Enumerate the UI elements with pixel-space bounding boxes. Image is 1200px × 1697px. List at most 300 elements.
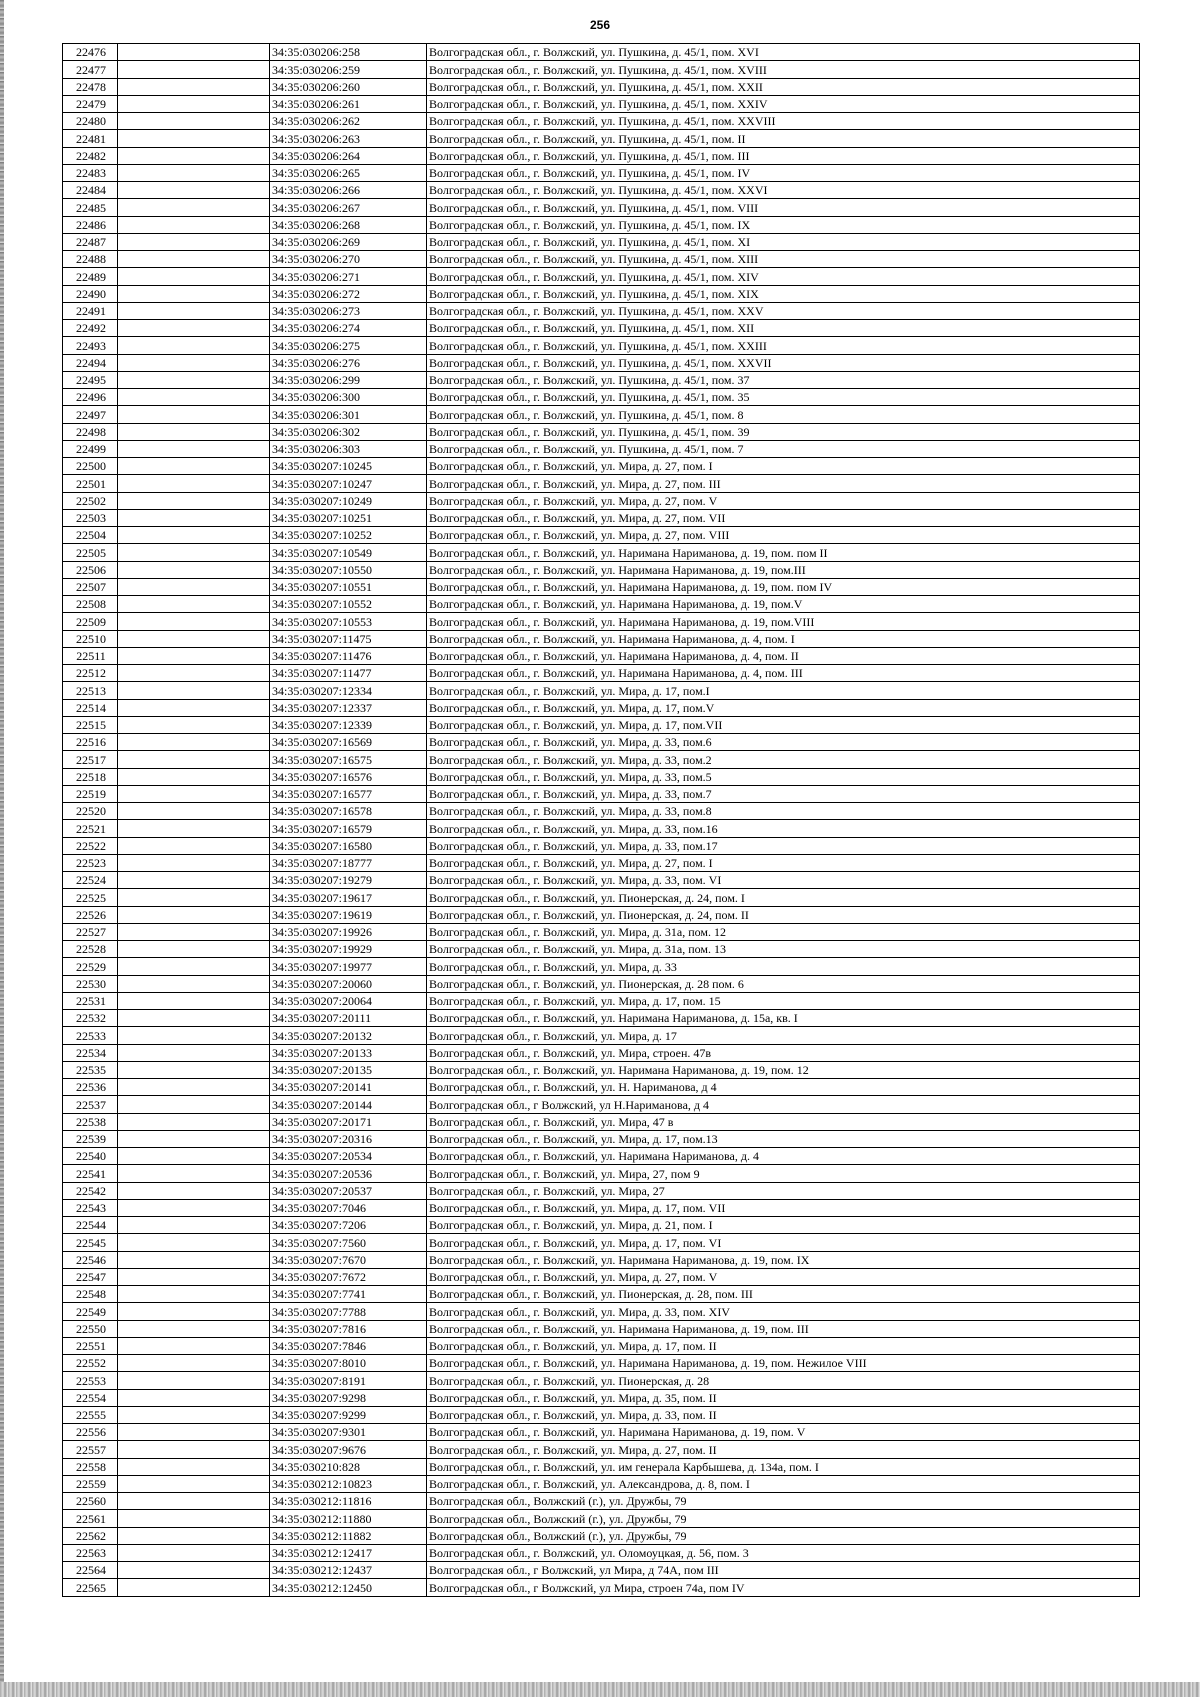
empty-cell bbox=[118, 734, 270, 751]
table-row bbox=[63, 630, 1140, 647]
address-cell: Волгоградская обл., г. Волжский, ул. Мира, д. 27, пом. I bbox=[427, 854, 1140, 871]
address-cell: Волгоградская обл., г. Волжский, ул. Мира, д. 27, пом. VIII bbox=[427, 527, 1140, 544]
table-row bbox=[63, 1493, 1140, 1510]
row-number-cell: 22544 bbox=[63, 1217, 118, 1234]
address-cell: Волгоградская обл., г. Волжский, ул. Наримана Нариманова, д. 19, пом.III bbox=[427, 561, 1140, 578]
empty-cell bbox=[118, 147, 270, 164]
cadastral-number-cell: 34:35:030207:20135 bbox=[270, 1061, 427, 1078]
cadastral-number-cell: 34:35:030212:11880 bbox=[270, 1510, 427, 1527]
row-number-cell: 22522 bbox=[63, 837, 118, 854]
register-table bbox=[62, 43, 1140, 1597]
empty-cell bbox=[118, 113, 270, 130]
address-cell: Волгоградская обл., г. Волжский, ул. Пушкина, д. 45/1, пом. XVI bbox=[427, 44, 1140, 61]
cadastral-number-cell: 34:35:030207:10247 bbox=[270, 475, 427, 492]
row-number-cell: 22558 bbox=[63, 1458, 118, 1475]
row-number-cell: 22477 bbox=[63, 61, 118, 78]
row-number-cell: 22542 bbox=[63, 1182, 118, 1199]
empty-cell bbox=[118, 596, 270, 613]
empty-cell bbox=[118, 803, 270, 820]
address-cell: Волгоградская обл., Волжский (г.), ул. Дружбы, 79 bbox=[427, 1527, 1140, 1544]
table-row bbox=[63, 389, 1140, 406]
row-number-cell: 22503 bbox=[63, 509, 118, 526]
cadastral-number-cell: 34:35:030207:7788 bbox=[270, 1303, 427, 1320]
cadastral-number-cell: 34:35:030207:12334 bbox=[270, 682, 427, 699]
cadastral-number-cell: 34:35:030207:10252 bbox=[270, 527, 427, 544]
page-number: 256 bbox=[589, 18, 611, 32]
row-number-cell: 22551 bbox=[63, 1337, 118, 1354]
table-row bbox=[63, 578, 1140, 595]
cadastral-number-cell: 34:35:030207:9299 bbox=[270, 1406, 427, 1423]
scan-edge-bottom bbox=[0, 1682, 1200, 1697]
cadastral-number-cell: 34:35:030207:8191 bbox=[270, 1372, 427, 1389]
row-number-cell: 22545 bbox=[63, 1234, 118, 1251]
cadastral-number-cell: 34:35:030212:12417 bbox=[270, 1544, 427, 1561]
row-number-cell: 22514 bbox=[63, 699, 118, 716]
empty-cell bbox=[118, 1027, 270, 1044]
row-number-cell: 22517 bbox=[63, 751, 118, 768]
address-cell: Волгоградская обл., г. Волжский, ул. Наримана Нариманова, д. 19, пом. пом II bbox=[427, 544, 1140, 561]
empty-cell bbox=[118, 1113, 270, 1130]
table-row bbox=[63, 1406, 1140, 1423]
cadastral-number-cell: 34:35:030206:301 bbox=[270, 406, 427, 423]
empty-cell bbox=[118, 492, 270, 509]
row-number-cell: 22532 bbox=[63, 1010, 118, 1027]
empty-cell bbox=[118, 406, 270, 423]
address-cell: Волгоградская обл., г. Волжский, ул. Пушкина, д. 45/1, пом. IX bbox=[427, 216, 1140, 233]
cadastral-number-cell: 34:35:030207:7816 bbox=[270, 1320, 427, 1337]
empty-cell bbox=[118, 1441, 270, 1458]
empty-cell bbox=[118, 1061, 270, 1078]
cadastral-number-cell: 34:35:030206:264 bbox=[270, 147, 427, 164]
row-number-cell: 22498 bbox=[63, 423, 118, 440]
row-number-cell: 22499 bbox=[63, 440, 118, 457]
table-row bbox=[63, 440, 1140, 457]
address-cell: Волгоградская обл., г. Волжский, ул. Пушкина, д. 45/1, пом. XIX bbox=[427, 285, 1140, 302]
cadastral-number-cell: 34:35:030207:20144 bbox=[270, 1096, 427, 1113]
table-row bbox=[63, 406, 1140, 423]
row-number-cell: 22518 bbox=[63, 768, 118, 785]
address-cell: Волгоградская обл., г. Волжский, ул. Мира, д. 27, пом. II bbox=[427, 1441, 1140, 1458]
cadastral-number-cell: 34:35:030207:16575 bbox=[270, 751, 427, 768]
row-number-cell: 22525 bbox=[63, 889, 118, 906]
table-row bbox=[63, 233, 1140, 250]
row-number-cell: 22486 bbox=[63, 216, 118, 233]
empty-cell bbox=[118, 889, 270, 906]
scan-edge-left bbox=[0, 0, 4, 1697]
empty-cell bbox=[118, 958, 270, 975]
table-row bbox=[63, 854, 1140, 871]
address-cell: Волгоградская обл., г. Волжский, ул. Мира, д. 21, пом. I bbox=[427, 1217, 1140, 1234]
empty-cell bbox=[118, 458, 270, 475]
table-row bbox=[63, 423, 1140, 440]
address-cell: Волгоградская обл., г. Волжский, ул. Пушкина, д. 45/1, пом. XXII bbox=[427, 78, 1140, 95]
row-number-cell: 22536 bbox=[63, 1079, 118, 1096]
table-row bbox=[63, 216, 1140, 233]
address-cell: Волгоградская обл., г. Волжский, ул. Мира, 47 в bbox=[427, 1113, 1140, 1130]
table-row bbox=[63, 923, 1140, 940]
cadastral-number-cell: 34:35:030206:299 bbox=[270, 371, 427, 388]
cadastral-number-cell: 34:35:030206:268 bbox=[270, 216, 427, 233]
address-cell: Волгоградская обл., Волжский (г.), ул. Дружбы, 79 bbox=[427, 1510, 1140, 1527]
table-row bbox=[63, 975, 1140, 992]
row-number-cell: 22527 bbox=[63, 923, 118, 940]
cadastral-number-cell: 34:35:030207:7672 bbox=[270, 1268, 427, 1285]
empty-cell bbox=[118, 544, 270, 561]
row-number-cell: 22516 bbox=[63, 734, 118, 751]
row-number-cell: 22512 bbox=[63, 665, 118, 682]
row-number-cell: 22564 bbox=[63, 1562, 118, 1579]
cadastral-number-cell: 34:35:030207:10550 bbox=[270, 561, 427, 578]
table-row bbox=[63, 1544, 1140, 1561]
table-row bbox=[63, 1061, 1140, 1078]
empty-cell bbox=[118, 1234, 270, 1251]
table-row bbox=[63, 1475, 1140, 1492]
table-row bbox=[63, 199, 1140, 216]
address-cell: Волгоградская обл., г. Волжский, ул. Пионерская, д. 28, пом. III bbox=[427, 1286, 1140, 1303]
cadastral-number-cell: 34:35:030207:7560 bbox=[270, 1234, 427, 1251]
row-number-cell: 22553 bbox=[63, 1372, 118, 1389]
table-row bbox=[63, 561, 1140, 578]
cadastral-number-cell: 34:35:030207:16569 bbox=[270, 734, 427, 751]
table-row bbox=[63, 992, 1140, 1009]
table-row bbox=[63, 1562, 1140, 1579]
row-number-cell: 22565 bbox=[63, 1579, 118, 1596]
table-row bbox=[63, 527, 1140, 544]
row-number-cell: 22533 bbox=[63, 1027, 118, 1044]
address-cell: Волгоградская обл., г. Волжский, ул. Мира, д. 27, пом. V bbox=[427, 492, 1140, 509]
row-number-cell: 22476 bbox=[63, 44, 118, 61]
table-row bbox=[63, 113, 1140, 130]
row-number-cell: 22563 bbox=[63, 1544, 118, 1561]
table-row bbox=[63, 1044, 1140, 1061]
empty-cell bbox=[118, 1303, 270, 1320]
address-cell: Волгоградская обл., г. Волжский, ул. Мира, д. 17, пом.I bbox=[427, 682, 1140, 699]
row-number-cell: 22489 bbox=[63, 268, 118, 285]
cadastral-number-cell: 34:35:030206:270 bbox=[270, 251, 427, 268]
row-number-cell: 22484 bbox=[63, 182, 118, 199]
table-row bbox=[63, 647, 1140, 664]
table-row bbox=[63, 1337, 1140, 1354]
address-cell: Волгоградская обл., г. Волжский, ул. Пушкина, д. 45/1, пом. VIII bbox=[427, 199, 1140, 216]
table-row bbox=[63, 509, 1140, 526]
empty-cell bbox=[118, 130, 270, 147]
row-number-cell: 22493 bbox=[63, 337, 118, 354]
table-row bbox=[63, 734, 1140, 751]
empty-cell bbox=[118, 1389, 270, 1406]
address-cell: Волгоградская обл., г. Волжский, ул. Пушкина, д. 45/1, пом. XXVI bbox=[427, 182, 1140, 199]
row-number-cell: 22557 bbox=[63, 1441, 118, 1458]
cadastral-number-cell: 34:35:030207:16580 bbox=[270, 837, 427, 854]
table-row bbox=[63, 958, 1140, 975]
table-row bbox=[63, 716, 1140, 733]
table-row bbox=[63, 268, 1140, 285]
row-number-cell: 22528 bbox=[63, 941, 118, 958]
address-cell: Волгоградская обл., г. Волжский, ул. Наримана Нариманова, д. 4, пом. II bbox=[427, 647, 1140, 664]
address-cell: Волгоградская обл., г. Волжский, ул. Пушкина, д. 45/1, пом. XXIV bbox=[427, 95, 1140, 112]
empty-cell bbox=[118, 182, 270, 199]
cadastral-number-cell: 34:35:030207:7846 bbox=[270, 1337, 427, 1354]
empty-cell bbox=[118, 682, 270, 699]
empty-cell bbox=[118, 647, 270, 664]
empty-cell bbox=[118, 1320, 270, 1337]
address-cell: Волгоградская обл., г. Волжский, ул. Оломоуцкая, д. 56, пом. 3 bbox=[427, 1544, 1140, 1561]
table-row bbox=[63, 889, 1140, 906]
empty-cell bbox=[118, 285, 270, 302]
row-number-cell: 22547 bbox=[63, 1268, 118, 1285]
table-row bbox=[63, 1320, 1140, 1337]
table-row bbox=[63, 1268, 1140, 1285]
empty-cell bbox=[118, 1268, 270, 1285]
empty-cell bbox=[118, 1510, 270, 1527]
row-number-cell: 22500 bbox=[63, 458, 118, 475]
row-number-cell: 22481 bbox=[63, 130, 118, 147]
row-number-cell: 22529 bbox=[63, 958, 118, 975]
cadastral-number-cell: 34:35:030207:10552 bbox=[270, 596, 427, 613]
empty-cell bbox=[118, 423, 270, 440]
empty-cell bbox=[118, 233, 270, 250]
address-cell: Волгоградская обл., г. Волжский, ул. Пушкина, д. 45/1, пом. XXIII bbox=[427, 337, 1140, 354]
empty-cell bbox=[118, 44, 270, 61]
row-number-cell: 22546 bbox=[63, 1251, 118, 1268]
cadastral-number-cell: 34:35:030207:20537 bbox=[270, 1182, 427, 1199]
cadastral-number-cell: 34:35:030207:10549 bbox=[270, 544, 427, 561]
row-number-cell: 22488 bbox=[63, 251, 118, 268]
row-number-cell: 22556 bbox=[63, 1424, 118, 1441]
address-cell: Волгоградская обл., г. Волжский, ул. Наримана Нариманова, д. 19, пом. 12 bbox=[427, 1061, 1140, 1078]
cadastral-number-cell: 34:35:030212:12437 bbox=[270, 1562, 427, 1579]
row-number-cell: 22524 bbox=[63, 872, 118, 889]
empty-cell bbox=[118, 78, 270, 95]
table-row bbox=[63, 1010, 1140, 1027]
empty-cell bbox=[118, 199, 270, 216]
cadastral-number-cell: 34:35:030206:267 bbox=[270, 199, 427, 216]
empty-cell bbox=[118, 371, 270, 388]
empty-cell bbox=[118, 699, 270, 716]
address-cell: Волгоградская обл., г. Волжский, ул. Наримана Нариманова, д. 15а, кв. I bbox=[427, 1010, 1140, 1027]
address-cell: Волгоградская обл., г. Волжский, ул. Наримана Нариманова, д. 4, пом. III bbox=[427, 665, 1140, 682]
empty-cell bbox=[118, 1458, 270, 1475]
table-row bbox=[63, 941, 1140, 958]
table-row bbox=[63, 371, 1140, 388]
cadastral-number-cell: 34:35:030206:260 bbox=[270, 78, 427, 95]
empty-cell bbox=[118, 216, 270, 233]
cadastral-number-cell: 34:35:030212:12450 bbox=[270, 1579, 427, 1596]
address-cell: Волгоградская обл., г. Волжский, ул. Пушкина, д. 45/1, пом. III bbox=[427, 147, 1140, 164]
cadastral-number-cell: 34:35:030206:302 bbox=[270, 423, 427, 440]
address-cell: Волгоградская обл., г Волжский, ул Н.Нариманова, д 4 bbox=[427, 1096, 1140, 1113]
empty-cell bbox=[118, 1010, 270, 1027]
row-number-cell: 22515 bbox=[63, 716, 118, 733]
address-cell: Волгоградская обл., г. Волжский, ул. Пионерская, д. 28 пом. 6 bbox=[427, 975, 1140, 992]
address-cell: Волгоградская обл., г. Волжский, ул. Мира, д. 17, пом. 15 bbox=[427, 992, 1140, 1009]
empty-cell bbox=[118, 475, 270, 492]
table-row bbox=[63, 1441, 1140, 1458]
table-row bbox=[63, 544, 1140, 561]
empty-cell bbox=[118, 1493, 270, 1510]
row-number-cell: 22552 bbox=[63, 1355, 118, 1372]
row-number-cell: 22506 bbox=[63, 561, 118, 578]
row-number-cell: 22520 bbox=[63, 803, 118, 820]
row-number-cell: 22555 bbox=[63, 1406, 118, 1423]
table-row bbox=[63, 475, 1140, 492]
empty-cell bbox=[118, 630, 270, 647]
address-cell: Волгоградская обл., г. Волжский, ул. Мира, д. 33, пом.7 bbox=[427, 785, 1140, 802]
row-number-cell: 22505 bbox=[63, 544, 118, 561]
table-row bbox=[63, 1458, 1140, 1475]
address-cell: Волгоградская обл., г. Волжский, ул. Пушкина, д. 45/1, пом. XVIII bbox=[427, 61, 1140, 78]
table-row bbox=[63, 147, 1140, 164]
table-row bbox=[63, 596, 1140, 613]
cadastral-number-cell: 34:35:030207:7046 bbox=[270, 1199, 427, 1216]
address-cell: Волгоградская обл., г. Волжский, ул. Мира, д. 17, пом. II bbox=[427, 1337, 1140, 1354]
empty-cell bbox=[118, 1475, 270, 1492]
empty-cell bbox=[118, 1562, 270, 1579]
cadastral-number-cell: 34:35:030207:10553 bbox=[270, 613, 427, 630]
table-row bbox=[63, 1389, 1140, 1406]
address-cell: Волгоградская обл., г. Волжский, ул. Пушкина, д. 45/1, пом. XIV bbox=[427, 268, 1140, 285]
address-cell: Волгоградская обл., г. Волжский, ул. Пушкина, д. 45/1, пом. XIII bbox=[427, 251, 1140, 268]
cadastral-number-cell: 34:35:030207:11477 bbox=[270, 665, 427, 682]
cadastral-number-cell: 34:35:030207:16576 bbox=[270, 768, 427, 785]
table-row bbox=[63, 803, 1140, 820]
row-number-cell: 22513 bbox=[63, 682, 118, 699]
row-number-cell: 22559 bbox=[63, 1475, 118, 1492]
empty-cell bbox=[118, 941, 270, 958]
row-number-cell: 22530 bbox=[63, 975, 118, 992]
row-number-cell: 22491 bbox=[63, 302, 118, 319]
table-row bbox=[63, 699, 1140, 716]
address-cell: Волгоградская обл., г. Волжский, ул. Мира, 27 bbox=[427, 1182, 1140, 1199]
row-number-cell: 22485 bbox=[63, 199, 118, 216]
address-cell: Волгоградская обл., г Волжский, ул Мира, строен 74а, пом IV bbox=[427, 1579, 1140, 1596]
row-number-cell: 22479 bbox=[63, 95, 118, 112]
row-number-cell: 22554 bbox=[63, 1389, 118, 1406]
empty-cell bbox=[118, 1217, 270, 1234]
address-cell: Волгоградская обл., г. Волжский, ул. Мира, 27, пом 9 bbox=[427, 1165, 1140, 1182]
cadastral-number-cell: 34:35:030207:19617 bbox=[270, 889, 427, 906]
table-row bbox=[63, 1096, 1140, 1113]
row-number-cell: 22537 bbox=[63, 1096, 118, 1113]
cadastral-number-cell: 34:35:030206:265 bbox=[270, 164, 427, 181]
table-row bbox=[63, 682, 1140, 699]
empty-cell bbox=[118, 1527, 270, 1544]
table-row bbox=[63, 1303, 1140, 1320]
cadastral-number-cell: 34:35:030207:9301 bbox=[270, 1424, 427, 1441]
address-cell: Волгоградская обл., г. Волжский, ул. Пушкина, д. 45/1, пом. 7 bbox=[427, 440, 1140, 457]
row-number-cell: 22504 bbox=[63, 527, 118, 544]
table-row bbox=[63, 78, 1140, 95]
table-row bbox=[63, 492, 1140, 509]
address-cell: Волгоградская обл., г. Волжский, ул. Мира, д. 33, пом. XIV bbox=[427, 1303, 1140, 1320]
table-row bbox=[63, 285, 1140, 302]
cadastral-number-cell: 34:35:030210:828 bbox=[270, 1458, 427, 1475]
empty-cell bbox=[118, 785, 270, 802]
table-row bbox=[63, 44, 1140, 61]
cadastral-number-cell: 34:35:030207:16579 bbox=[270, 820, 427, 837]
cadastral-number-cell: 34:35:030206:271 bbox=[270, 268, 427, 285]
row-number-cell: 22562 bbox=[63, 1527, 118, 1544]
cadastral-number-cell: 34:35:030207:19977 bbox=[270, 958, 427, 975]
empty-cell bbox=[118, 1544, 270, 1561]
row-number-cell: 22492 bbox=[63, 320, 118, 337]
address-cell: Волгоградская обл., г. Волжский, ул. Мира, д. 17, пом. VI bbox=[427, 1234, 1140, 1251]
address-cell: Волгоградская обл., г. Волжский, ул. Пушкина, д. 45/1, пом. II bbox=[427, 130, 1140, 147]
cadastral-number-cell: 34:35:030207:19619 bbox=[270, 906, 427, 923]
table-row bbox=[63, 906, 1140, 923]
empty-cell bbox=[118, 1165, 270, 1182]
address-cell: Волгоградская обл., г. Волжский, ул. Мира, д. 33, пом.17 bbox=[427, 837, 1140, 854]
cadastral-number-cell: 34:35:030207:7741 bbox=[270, 1286, 427, 1303]
empty-cell bbox=[118, 837, 270, 854]
cadastral-number-cell: 34:35:030207:9298 bbox=[270, 1389, 427, 1406]
table-row bbox=[63, 95, 1140, 112]
row-number-cell: 22540 bbox=[63, 1148, 118, 1165]
address-cell: Волгоградская обл., г. Волжский, ул. Мира, д. 33, пом.8 bbox=[427, 803, 1140, 820]
address-cell: Волгоградская обл., г. Волжский, ул. Мира, д. 27, пом. III bbox=[427, 475, 1140, 492]
cadastral-number-cell: 34:35:030206:263 bbox=[270, 130, 427, 147]
address-cell: Волгоградская обл., г. Волжский, ул. Мира, д. 33, пом.6 bbox=[427, 734, 1140, 751]
address-cell: Волгоградская обл., г. Волжский, ул. Наримана Нариманова, д. 19, пом.VIII bbox=[427, 613, 1140, 630]
table-row bbox=[63, 1182, 1140, 1199]
row-number-cell: 22560 bbox=[63, 1493, 118, 1510]
cadastral-number-cell: 34:35:030206:262 bbox=[270, 113, 427, 130]
address-cell: Волгоградская обл., г. Волжский, ул. Н. Нариманова, д 4 bbox=[427, 1079, 1140, 1096]
table-row bbox=[63, 251, 1140, 268]
cadastral-number-cell: 34:35:030207:20316 bbox=[270, 1130, 427, 1147]
row-number-cell: 22497 bbox=[63, 406, 118, 423]
address-cell: Волгоградская обл., г. Волжский, ул. Пионерская, д. 28 bbox=[427, 1372, 1140, 1389]
address-cell: Волгоградская обл., г. Волжский, ул. Мира, д. 31а, пом. 13 bbox=[427, 941, 1140, 958]
address-cell: Волгоградская обл., г. Волжский, ул. Пушкина, д. 45/1, пом. XXV bbox=[427, 302, 1140, 319]
empty-cell bbox=[118, 95, 270, 112]
row-number-cell: 22494 bbox=[63, 354, 118, 371]
empty-cell bbox=[118, 992, 270, 1009]
empty-cell bbox=[118, 1182, 270, 1199]
cadastral-number-cell: 34:35:030206:258 bbox=[270, 44, 427, 61]
row-number-cell: 22495 bbox=[63, 371, 118, 388]
empty-cell bbox=[118, 1337, 270, 1354]
row-number-cell: 22519 bbox=[63, 785, 118, 802]
table-row bbox=[63, 302, 1140, 319]
row-number-cell: 22523 bbox=[63, 854, 118, 871]
cadastral-number-cell: 34:35:030207:20132 bbox=[270, 1027, 427, 1044]
empty-cell bbox=[118, 509, 270, 526]
address-cell: Волгоградская обл., г. Волжский, ул. Мира, д. 31а, пом. 12 bbox=[427, 923, 1140, 940]
table-row bbox=[63, 1372, 1140, 1389]
table-row bbox=[63, 768, 1140, 785]
empty-cell bbox=[118, 768, 270, 785]
address-cell: Волгоградская обл., г. Волжский, ул. Мира, д. 17 bbox=[427, 1027, 1140, 1044]
empty-cell bbox=[118, 527, 270, 544]
empty-cell bbox=[118, 320, 270, 337]
table-row bbox=[63, 785, 1140, 802]
empty-cell bbox=[118, 268, 270, 285]
empty-cell bbox=[118, 1251, 270, 1268]
table-row bbox=[63, 665, 1140, 682]
table-row bbox=[63, 1579, 1140, 1596]
cadastral-number-cell: 34:35:030207:20111 bbox=[270, 1010, 427, 1027]
empty-cell bbox=[118, 1372, 270, 1389]
cadastral-number-cell: 34:35:030207:11475 bbox=[270, 630, 427, 647]
cadastral-number-cell: 34:35:030207:12339 bbox=[270, 716, 427, 733]
row-number-cell: 22490 bbox=[63, 285, 118, 302]
empty-cell bbox=[118, 923, 270, 940]
empty-cell bbox=[118, 1079, 270, 1096]
cadastral-number-cell: 34:35:030212:11816 bbox=[270, 1493, 427, 1510]
address-cell: Волгоградская обл., г. Волжский, ул. Наримана Нариманова, д. 19, пом. Нежилое VIII bbox=[427, 1355, 1140, 1372]
table-row bbox=[63, 613, 1140, 630]
address-cell: Волгоградская обл., г. Волжский, ул. Пушкина, д. 45/1, пом. XXVIII bbox=[427, 113, 1140, 130]
